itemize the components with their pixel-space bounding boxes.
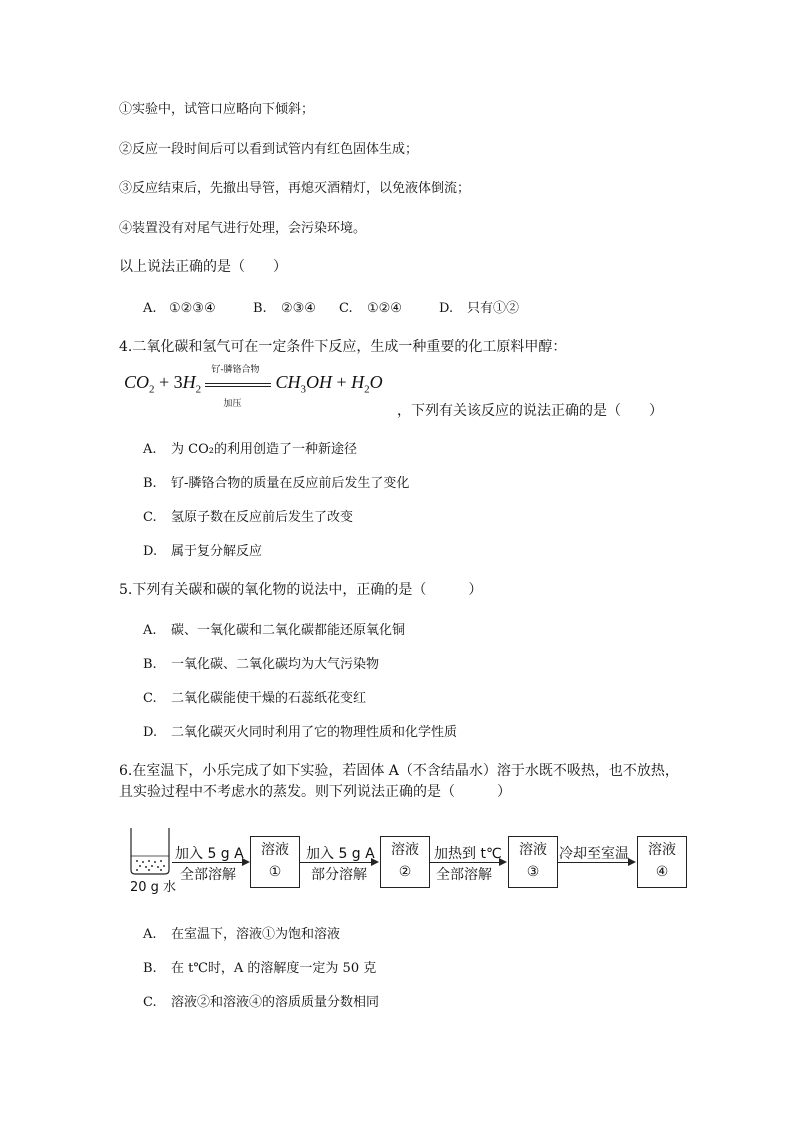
- q3-option-a-text: ①②③④: [169, 301, 216, 316]
- q5-option-c: C. 二氧化碳能使干燥的石蕊纸花变红: [143, 691, 367, 706]
- solution-box-4: 溶液 ④: [637, 836, 687, 888]
- step-2-bottom: 部分溶解: [311, 867, 367, 883]
- arrow-2-line: [299, 862, 371, 863]
- q3-options: [143, 297, 519, 316]
- solution-box-1: 溶液 ①: [250, 836, 300, 888]
- step-3-top: 加热到 t℃: [434, 846, 502, 862]
- q6-option-a: A. 在室温下，溶液①为饱和溶液: [143, 927, 341, 942]
- q3-option-a-letter: A.: [143, 301, 157, 316]
- step-4-top: 冷却至室温: [559, 846, 629, 862]
- q3-option-d-text: 只有①②: [467, 301, 520, 316]
- q3-option-c-letter: C.: [339, 301, 353, 316]
- q3-statement-3: ③反应结束后，先撤出导管，再熄灭酒精灯，以免液体倒流；: [119, 181, 471, 196]
- eq-plus: +: [331, 372, 352, 392]
- q3-statement-2: ②反应一段时间后可以看到试管内有红色固体生成；: [119, 142, 419, 157]
- q3-option-b-text: ②③④: [281, 301, 316, 316]
- q3-question: 以上说法正确的是（ ）: [119, 259, 287, 275]
- eq-condition-arrow: [205, 364, 271, 409]
- beaker-label: 20 g 水: [130, 880, 177, 895]
- q3-statement-1: ①实验中，试管口应略向下倾斜；: [119, 102, 315, 117]
- q4-option-b: B. 钌-膦铬合物的质量在反应前后发生了变化: [143, 476, 410, 491]
- q3-statement-4: ④装置没有对尾气进行处理，会污染环境。: [119, 221, 367, 236]
- q4-stem: 4.二氧化碳和氢气可在一定条件下反应，生成一种重要的化工原料甲醇：: [119, 339, 567, 355]
- step-3-bottom: 全部溶解: [436, 867, 492, 883]
- q3-option-c-text: ①②④: [367, 301, 402, 316]
- arrow-1-line: [172, 862, 242, 863]
- arrow-3-head: [499, 858, 507, 866]
- eq-plus-3: + 3: [154, 372, 183, 392]
- arrow-4-head: [628, 858, 636, 866]
- eq-condition: 加压: [223, 398, 242, 409]
- q4-equation: [124, 364, 383, 409]
- arrow-3-line: [429, 862, 499, 863]
- eq-co2: $CO_2$: [124, 372, 155, 396]
- solution-box-3: 溶液 ③: [508, 836, 558, 888]
- q6-option-b: B. 在 t℃时，A 的溶解度一定为 50 克: [143, 961, 377, 976]
- q6-option-c: C. 溶液②和溶液④的溶质质量分数相同: [143, 995, 380, 1010]
- q3-option-d-letter: D.: [439, 301, 454, 316]
- eq-ch3oh: $CH_3OH$: [275, 372, 332, 396]
- q3-option-b-letter: B.: [253, 301, 267, 316]
- eq-line-bottom: [205, 386, 271, 387]
- step-1-top: 加入 5 g A: [175, 846, 244, 862]
- arrow-1-head: [242, 858, 250, 866]
- q4-option-c: C. 氢原子数在反应前后发生了改变: [143, 510, 354, 525]
- q6-stem-line-1: 6.在室温下，小乐完成了如下实验，若固体 A（不含结晶水）溶于水既不吸热，也不放热，: [119, 763, 679, 779]
- beaker-icon: [128, 826, 172, 876]
- q5-option-b: B. 一氧化碳、二氧化碳均为大气污染物: [143, 657, 380, 672]
- arrow-4-line: [557, 862, 628, 863]
- q5-option-d: D. 二氧化碳灭火同时利用了它的物理性质和化学性质: [143, 725, 458, 740]
- q5-stem: 5.下列有关碳和碳的氧化物的说法中，正确的是（ ）: [119, 582, 483, 598]
- q4-option-d: D. 属于复分解反应: [143, 544, 263, 559]
- eq-catalyst: 钌-膦铬合物: [211, 364, 260, 375]
- q5-option-a: A. 碳、一氧化碳和二氧化碳都能还原氧化铜: [143, 623, 406, 638]
- eq-line-top: [205, 383, 271, 384]
- step-2-top: 加入 5 g A: [306, 846, 375, 862]
- q6-stem-line-2: 且实验过程中不考虑水的蒸发。则下列说法正确的是（ ）: [119, 784, 511, 800]
- eq-h2o: $H_2O$: [351, 372, 383, 396]
- solution-box-2: 溶液 ②: [380, 836, 430, 888]
- q4-tail: ，下列有关该反应的说法正确的是（ ）: [397, 403, 663, 419]
- arrow-2-head: [371, 858, 379, 866]
- step-1-bottom: 全部溶解: [180, 867, 236, 883]
- q4-option-a: A. 为 CO₂的利用创造了一种新途径: [143, 442, 357, 457]
- eq-h2: $H_2$: [182, 372, 202, 396]
